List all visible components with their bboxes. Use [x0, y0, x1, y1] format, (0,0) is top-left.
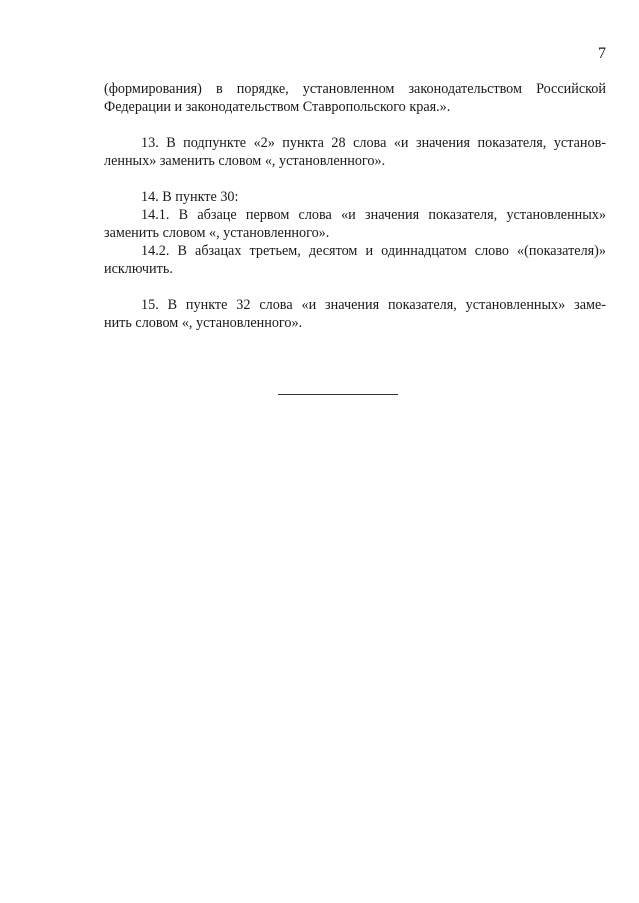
text-line: нить словом «, установленного». [104, 315, 303, 331]
text-line: 14. В пункте 30: [141, 189, 239, 205]
text-line: (формирования) в порядке, установленном законодательством Российской [104, 81, 606, 97]
text-line: 15. В пункте 32 слова «и значения показателя, установленных» заме- [141, 297, 606, 313]
paragraph-continuation [104, 80, 606, 116]
end-divider-line [278, 394, 398, 395]
paragraph-item-13 [104, 134, 606, 170]
page-number: 7 [598, 45, 606, 62]
text-line: исключить. [104, 261, 173, 277]
paragraph-item-14 [104, 188, 606, 206]
text-line: 14.1. В абзаце первом слова «и значения показателя, установленных» [141, 207, 606, 223]
text-line: ленных» заменить словом «, установленного». [104, 153, 386, 169]
paragraph-item-14-1 [104, 206, 606, 242]
document-body [104, 80, 606, 332]
text-line: 14.2. В абзацах третьем, десятом и одиннадцатом слово «(показателя)» [141, 243, 606, 259]
paragraph-item-14-2 [104, 242, 606, 278]
paragraph-item-15 [104, 296, 606, 332]
text-line: 13. В подпункте «2» пункта 28 слова «и значения показателя, установ- [141, 135, 606, 151]
text-line: Федерации и законодательством Ставропольского края.». [104, 99, 451, 115]
text-line: заменить словом «, установленного». [104, 225, 330, 241]
